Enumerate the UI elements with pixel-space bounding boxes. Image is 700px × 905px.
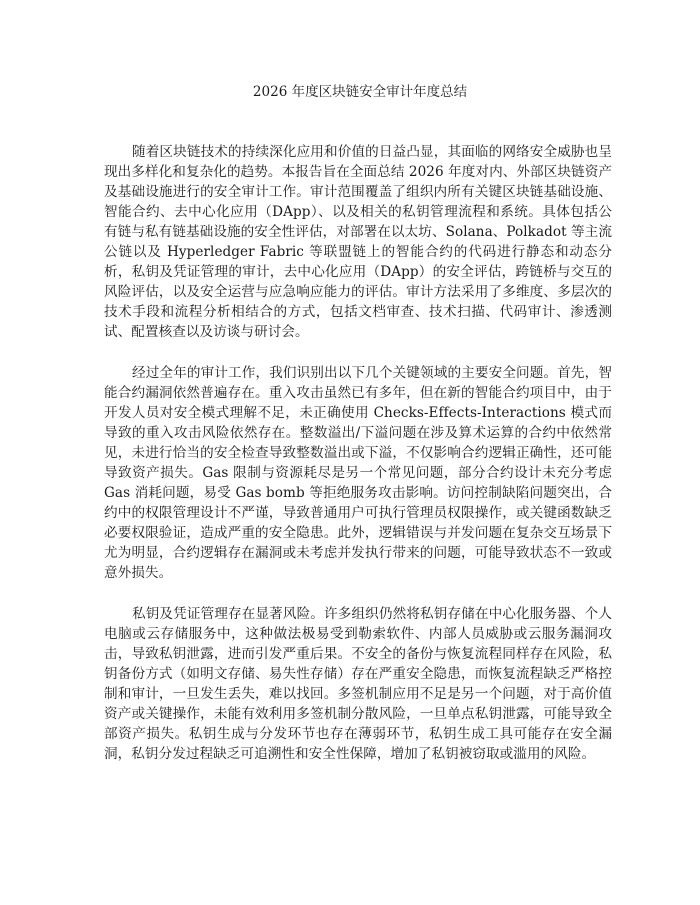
paragraph-smart-contract-issues: 经过全年的审计工作，我们识别出以下几个关键领域的主要安全问题。首先，智能合约漏洞依然普遍存在。重入攻击虽然已有多年，但在新的智能合约项目中，由于开发人员对安全模式理解不足，未正确使用 Checks-Effects-Interactions 模式而导致的重入攻击风险依然存在。整数溢出/下溢问题在涉及算术运算的合约中依然常见，未进行恰当的安全检查导致整数溢出或下溢，不仅影响合约逻辑正确性，还可能导致资产损失。Gas 限制与资源耗尽是另一个常见问题，部分合约设计未充分考虑 Gas 消耗问题，易受 Gas bomb 等拒绝服务攻击影响。访问控制缺陷问题突出，合约中的权限管理设计不严谨，导致普通用户可执行管理员权限操作，或关键函数缺乏必要权限验证，造成严重的安全隐患。此外，逻辑错误与并发问题在复杂交互场景下尤为明显，合约逻辑存在漏洞或未考虑并发执行带来的问题，可能导致状态不一致或意外损失。 — [104, 365, 612, 581]
paragraph-key-management-risks: 私钥及凭证管理存在显著风险。许多组织仍然将私钥存储在中心化服务器、个人电脑或云存储服务中，这种做法极易受到勒索软件、内部人员威胁或云服务漏洞攻击，导致私钥泄露，进而引发严重后果。不安全的备份与恢复流程同样存在风险，私钥备份方式（如明文存储、易失性存储）存在严重安全隐患，而恢复流程缺乏严格控制和审计，一旦发生丢失，难以找回。多签机制应用不足是另一个问题，对于高价值资产或关键操作，未能有效利用多签机制分散风险，一旦单点私钥泄露，可能导致全部资产损失。私钥生成与分发环节也存在薄弱环节，私钥生成工具可能存在安全漏洞，私钥分发过程缺乏可追溯性和安全性保障，增加了私钥被窃取或滥用的风险。 — [104, 606, 612, 762]
document-title: 2026 年度区块链安全审计年度总结 — [252, 84, 468, 100]
paragraph-intro: 随着区块链技术的持续深化应用和价值的日益凸显，其面临的网络安全威胁也呈现出多样化和复杂化的趋势。本报告旨在全面总结 2026 年度对内、外部区块链资产及基础设施进行的安全审计工作。审计范围覆盖了组织内所有关键区块链基础设施、智能合约、去中心化应用（DApp）、以及相关的私钥管理流程和系统。具体包括公有链与私有链基础设施的安全性评估，对部署在以太坊、Solana、Polkadot 等主流公链以及 Hyperledger Fabric 等联盟链上的智能合约的代码进行静态和动态分析，私钥及凭证管理的审计，去中心化应用（DApp）的安全评估，跨链桥与交互的风险评估，以及安全运营与应急响应能力的评估。审计方法采用了多维度、多层次的技术手段和流程分析相结合的方式，包括文档审查、技术扫描、代码审计、渗透测试、配置核查以及访谈与研讨会。 — [104, 144, 612, 340]
